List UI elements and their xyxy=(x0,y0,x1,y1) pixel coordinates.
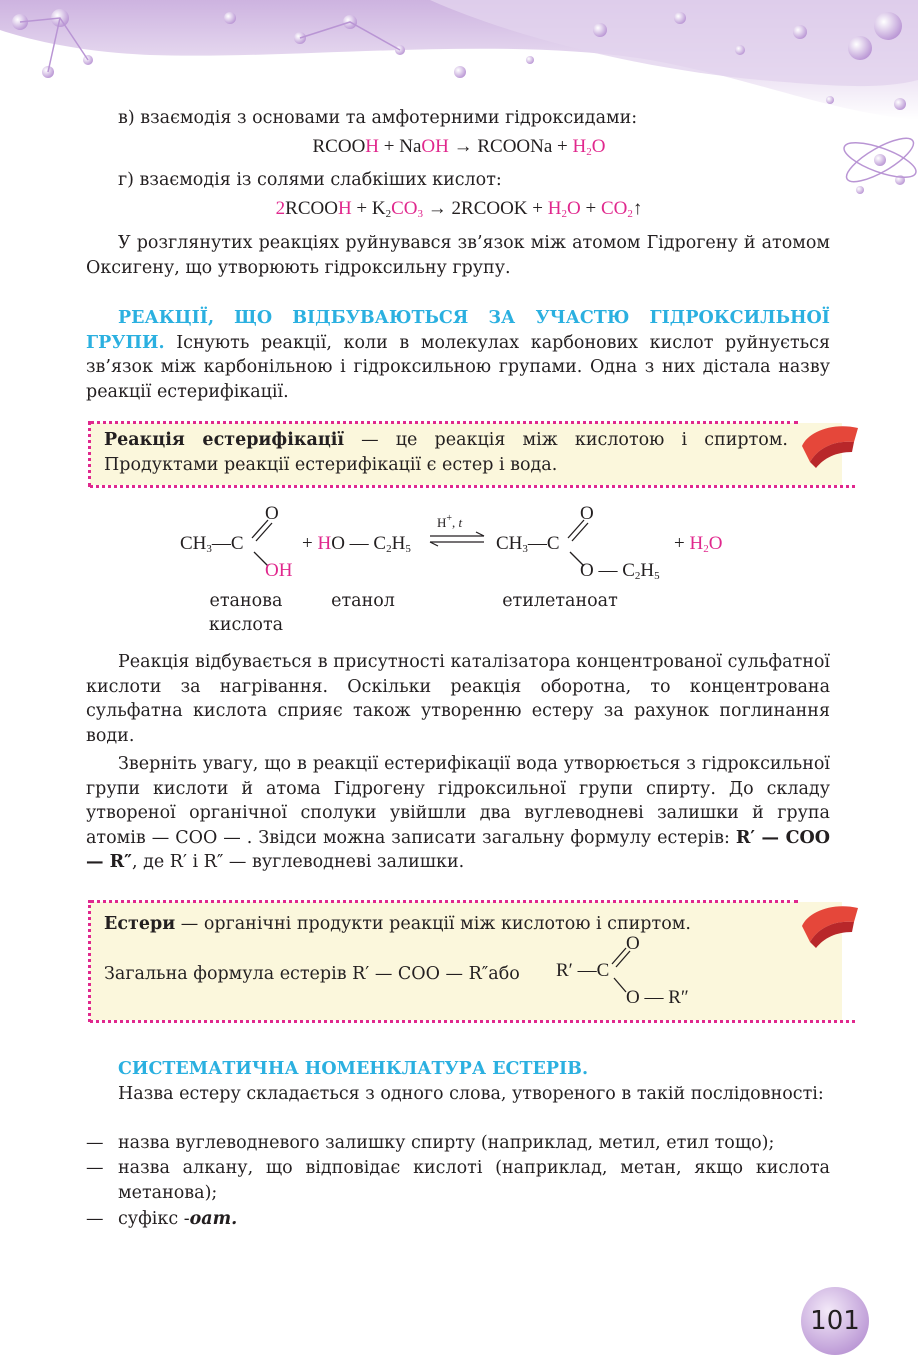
paragraph-bond-breaking: У розглянутих реакціях руйнувався зв’язок між атомом Гідрогену й атомом Оксигену, що утворюють гідроксильну групу. xyxy=(86,233,830,278)
equation-carbonate: 2RCOOH + $K_2CO_3$ → 2RCOOK + $H_2O$ + $CO_2↑$ xyxy=(275,198,643,220)
section-title-hydroxyl: РЕАКЦІЇ, ЩО ВІДБУВАЮТЬСЯ ЗА УЧАСТЮ ГІДРОКСИЛЬНОЇ ГРУПИ. xyxy=(86,308,830,353)
definition-esterification xyxy=(104,428,788,477)
label-ethanoic-acid: етанова кислота xyxy=(208,591,284,635)
reaction-type-g: г) взаємодія із солями слабкіших кислот: xyxy=(118,170,502,190)
list-item: назва вуглеводневого залишку спирту (наприклад, метил, етил тощо); xyxy=(118,1133,775,1153)
paragraph-name-structure: Назва естеру складається з одного слова, утвореного в такій послідовності: xyxy=(118,1084,824,1104)
equation-base-neutralization: RCOOH + NaOH → RCOONa + $H_2O$ xyxy=(312,136,606,158)
term-esters: Естери xyxy=(104,914,176,934)
page-number: 101 xyxy=(810,1306,860,1336)
list-item: суфікс -оат. xyxy=(118,1209,238,1229)
label-ethyl-ethanoate: етилетаноат xyxy=(502,591,618,611)
definition-esters-text: — органічні продукти реакції між кислотою і спиртом. xyxy=(175,914,691,934)
section-hydroxyl-text: Існують реакції, коли в молекулах карбонових кислот руйнується зв’язок між карбонільною і гідроксильною групами. Одна з них дістала назву реакції естерифікації. xyxy=(86,332,830,402)
paragraph-water-formation: Зверніть увагу, що в реакції естерифікації вода утворюється з гідроксильної групи кислоти й атома Гідрогену гідроксильної групи спирту. До складу утвореної органічної сполуки увійшли два вуглеводневі залишки й група атомів — COO — . Звідси можна записати загальну формулу естерів: R′ — COO — R″, де R′ і R″ — вуглеводневі залишки. xyxy=(86,754,830,872)
definition-esters xyxy=(104,912,788,937)
section-hydroxyl-reactions xyxy=(86,306,830,404)
definition-esterification-text: — це реакція між кислотою і спиртом. Продуктами реакції естерифікації є естер і вода. xyxy=(104,430,788,475)
ester-general-formula: R′ — COO — R″ xyxy=(86,827,830,872)
paragraph-catalyst: Реакція відбувається в присутності каталізатора концентрованої сульфатної кислоти за нагрівання. Оскільки реакція оборотна, то концентрована сульфатна кислота сприяє також утворенню естеру за рахунок поглинання води. xyxy=(86,652,830,746)
coo-group: — COO — xyxy=(151,827,247,848)
term-esterification: Реакція естерифікації xyxy=(104,430,345,450)
esters-formula-line: Загальна формула естерів R′ — COO — R″або xyxy=(104,964,520,984)
bookmark-arrow-icon xyxy=(798,418,864,476)
label-ethanol: етанол xyxy=(331,591,395,611)
reversible-arrow-icon xyxy=(428,531,486,547)
reaction-type-v: в) взаємодія з основами та амфотерними гідроксидами: xyxy=(118,108,638,128)
bookmark-arrow-icon xyxy=(798,898,864,956)
list-item: назва алкану, що відповідає кислоті (наприклад, метан, якщо кислота метанова); xyxy=(118,1158,830,1203)
section-title-nomenclature: СИСТЕМАТИЧНА НОМЕНКЛАТУРА ЕСТЕРІВ. xyxy=(118,1059,589,1079)
